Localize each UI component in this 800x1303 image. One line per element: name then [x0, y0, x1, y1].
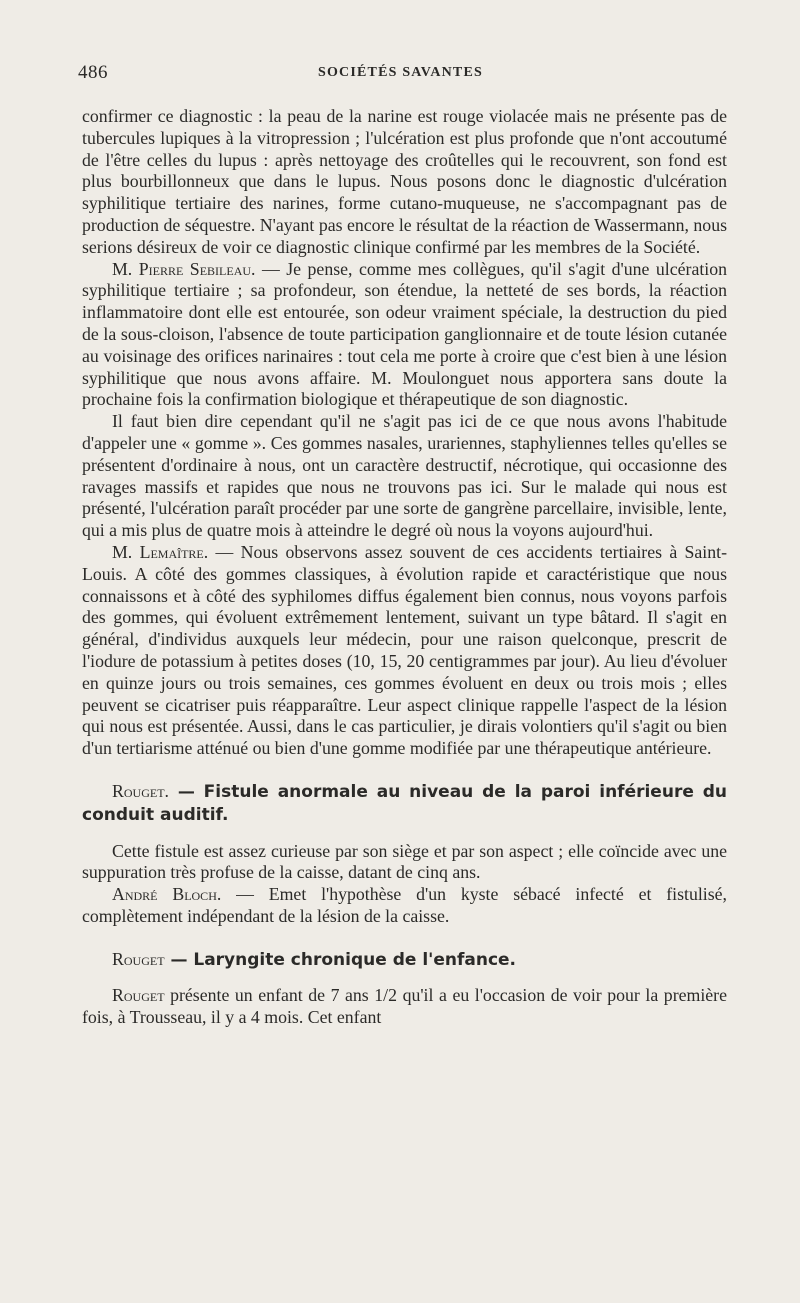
speaker-name: Lemaître.: [139, 541, 209, 562]
paragraph-text: — Emet l'hypothèse d'un kyste sébacé infecté et fistulisé, complètement indépendant de la lésion de la caisse.: [82, 884, 727, 926]
speaker-name: Pierre Sebileau.: [138, 258, 256, 279]
section-author: Rouget: [112, 948, 165, 969]
paragraph-text: — Nous observons assez souvent de ces accidents tertiaires à Saint-Louis. A côté des gommes classiques, à évolution rapide et caractéristique que nous connaissons et à côté des syphilomes diffus également bien connus, nous voyons parfois des gommes, qui évoluent extrêmement lentement, suivant un type bâtard. Il s'agit en général, d'individus auxquels leur médecin, pour une raison quelconque, prescrit de l'iodure de potassium à petites doses (10, 15, 20 centigrammes par jour). Au lieu d'évoluer en quinze jours ou trois semaines, ces gommes évoluent en deux ou trois mois ; elles peuvent se cicatriser puis réapparaître. Leur aspect clinique rappelle l'aspect de la lésion qui nous est présentée. Aussi, dans le cas particulier, je dirais volontiers qu'il s'agit ou bien d'un tertiarisme atténué ou bien d'une gomme modifiée par une thérapeutique antérieure.: [82, 541, 727, 759]
section-author: Rouget.: [112, 780, 169, 801]
paragraph-fistule: Cette fistule est assez curieuse par son siège et par son aspect ; elle coïncide avec une suppuration très profuse de la caisse, datant de cinq ans.: [82, 840, 727, 883]
paragraph-lemaitre: [82, 542, 727, 760]
paragraph-text: — Je pense, comme mes collègues, qu'il s'agit d'une ulcération syphilitique tertiaire ; sa profondeur, son étendue, la netteté de ses bords, la réaction inflammatoire dont elle est entourée, son odeur vraiment spéciale, la destruction du pied de la sous-cloison, l'absence de toute participation ganglionnaire et de toute lésion cutanée au voisinage des orifices narinaires : tout cela me porte à croire que c'est bien à une lésion syphilitique que nous avons affaire. M. Moulonguet nous apportera sans doute la prochaine fois la confirmation biologique et thérapeutique de son diagnostic.: [82, 258, 727, 410]
section-heading-laryngite: [82, 949, 727, 972]
page-body: [82, 106, 727, 1029]
paragraph-laryngite: [82, 985, 727, 1029]
title-prefix: M.: [112, 258, 133, 279]
page-number: 486: [78, 62, 108, 83]
title-prefix: M.: [112, 541, 133, 562]
paragraph-diagnosis: confirmer ce diagnostic : la peau de la narine est rouge violacée mais ne présente pas de tubercules lupiques à la vitropression ; l'ulcération est plus profonde que n'ont accoutumé de l'être celles du lupus : après nettoyage des croûtelles qui le recouvrent, son fond est plus bourbillonneux que dans le lupus. Nous posons donc le diagnostic d'ulcération syphilitique tertiaire des narines, forme cutano-muqueuse, ne s'accompagnant pas de production de séquestre. N'ayant pas encore le résultat de la réaction de Wassermann, nous serions désireux de voir ce diagnostic clinique confirmé par les membres de la Société.: [82, 106, 727, 257]
speaker-name: André Bloch.: [112, 884, 222, 905]
section-title: — Laryngite chronique de l'enfance.: [164, 949, 517, 970]
running-head: SOCIÉTÉS SAVANTES: [317, 65, 483, 80]
section-title: — Fistule anormale au niveau de la paroi inférieure du conduit auditif.: [82, 781, 727, 825]
section-heading-fistule: [82, 781, 727, 827]
page-header: [78, 62, 723, 88]
paragraph-gommes: Il faut bien dire cependant qu'il ne s'agit pas ici de ce que nous avons l'habitude d'appeler une « gomme ». Ces gommes nasales, urariennes, staphyliennes telles qu'elles se présentent d'ordinaire à nous, ont un caractère destructif, nécrotique, qui occasionne des ravages massifs et rapides que nous ne trouvons pas ici. Sur le malade qui nous est présenté, l'ulcération paraît procéder par une sorte de gangrène parcellaire, invisible, lente, qui a mis plus de quatre mois à atteindre le degré où nous la voyons aujourd'hui.: [82, 411, 727, 541]
section-author: Rouget: [112, 985, 165, 1006]
paragraph-bloch: [82, 884, 727, 928]
paragraph-text: présente un enfant de 7 ans 1/2 qu'il a eu l'occasion de voir pour la première fois, à Trousseau, il y a 4 mois. Cet enfant: [82, 985, 727, 1028]
paragraph-sebileau: [82, 259, 727, 412]
